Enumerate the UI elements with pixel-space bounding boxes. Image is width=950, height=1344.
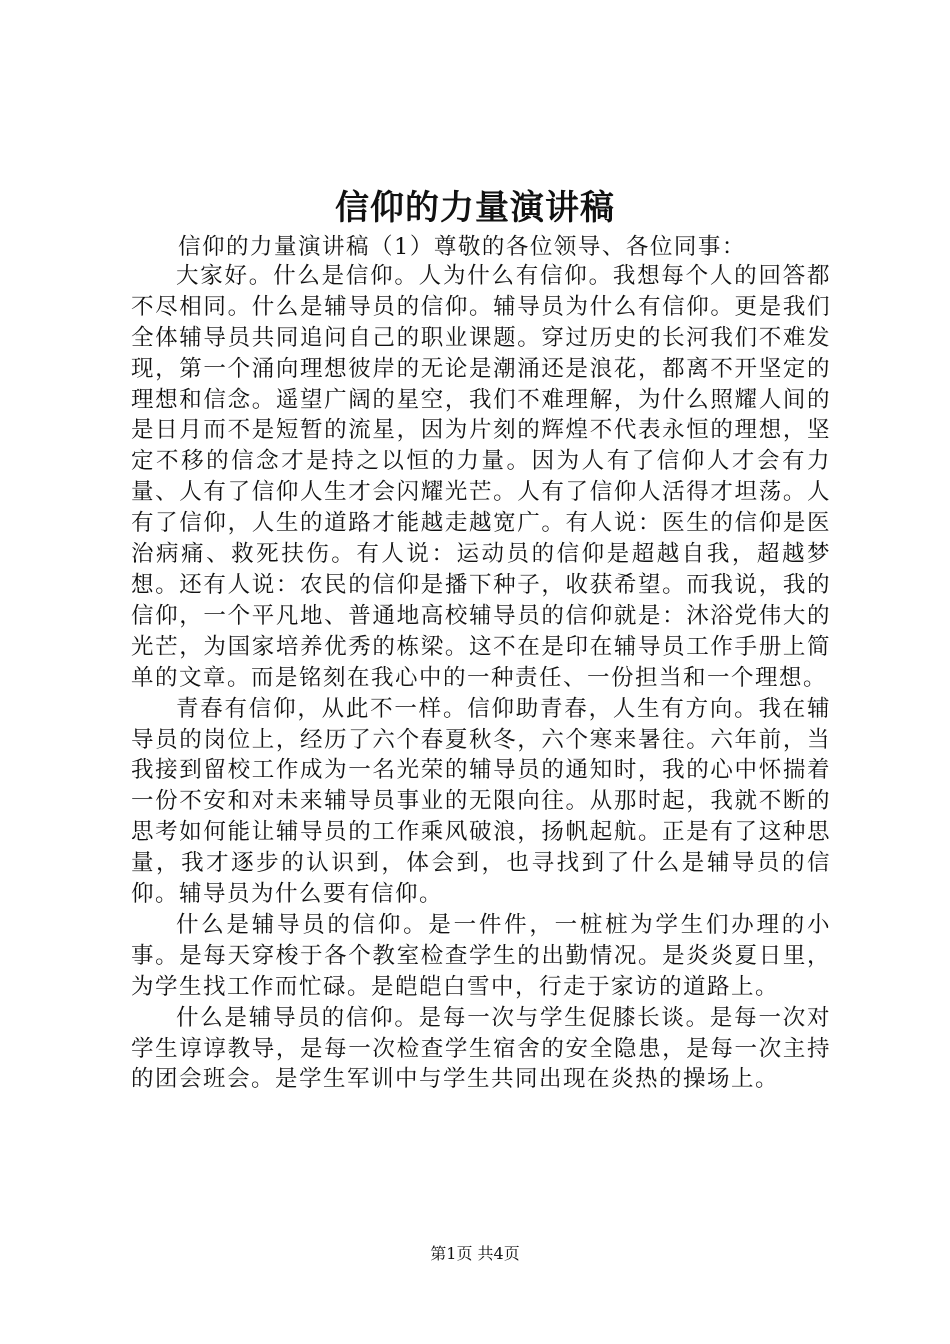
paragraph: 大家好。什么是信仰。人为什么有信仰。我想每个人的回答都不尽相同。什么是辅导员的信仰。辅导员为什么有信仰。更是我们全体辅导员共同追问自己的职业课题。穿过历史的长河我们不难发现，第一个涌向理想彼岸的无论是潮涌还是浪花，都离不开坚定的理想和信念。遥望广阔的星空，我们不难理解，为什么照耀人间的是日月而不是短暂的流星，因为片刻的辉煌不代表永恒的理想，坚定不移的信念才是持之以恒的力量。因为人有了信仰人才会有力量、人有了信仰人生才会闪耀光芒。人有了信仰人活得才坦荡。人有了信仰，人生的道路才能越走越宽广。有人说：医生的信仰是医治病痛、救死扶伤。有人说：运动员的信仰是超越自我，超越梦想。还有人说：农民的信仰是播下种子，收获希望。而我说，我的信仰，一个平凡地、普通地高校辅导员的信仰就是：沐浴党伟大的光芒，为国家培养优秀的栋梁。这不在是印在辅导员工作手册上简单的文章。而是铭刻在我心中的一种责任、一份担当和一个理想。 bbox=[131, 262, 831, 691]
document-body bbox=[131, 232, 831, 1095]
intro-line: 信仰的力量演讲稿（1）尊敬的各位领导、各位同事： bbox=[178, 234, 746, 260]
paragraph: 青春有信仰，从此不一样。信仰助青春，人生有方向。我在辅导员的岗位上，经历了六个春夏秋冬，六个寒来暑往。六年前，当我接到留校工作成为一名光荣的辅导员的通知时，我的心中怀揣着一份不安和对未来辅导员事业的无限向往。从那时起，我就不断的思考如何能让辅导员的工作乘风破浪，扬帆起航。正是有了这种思量，我才逐步的认识到，体会到，也寻找到了什么是辅导员的信仰。辅导员为什么要有信仰。 bbox=[131, 695, 831, 908]
document-title: 信仰的力量演讲稿 bbox=[335, 188, 615, 228]
paragraph: 什么是辅导员的信仰。是每一次与学生促膝长谈。是每一次对学生谆谆教导，是每一次检查学生宿舍的安全隐患，是每一次主持的团会班会。是学生军训中与学生共同出现在炎热的操场上。 bbox=[131, 1004, 831, 1093]
paragraph: 什么是辅导员的信仰。是一件件，一桩桩为学生们办理的小事。是每天穿梭于各个教室检查学生的出勤情况。是炎炎夏日里，为学生找工作而忙碌。是皑皑白雪中，行走于家访的道路上。 bbox=[131, 911, 831, 1000]
page-footer: 第1页 共4页 bbox=[430, 1244, 520, 1263]
